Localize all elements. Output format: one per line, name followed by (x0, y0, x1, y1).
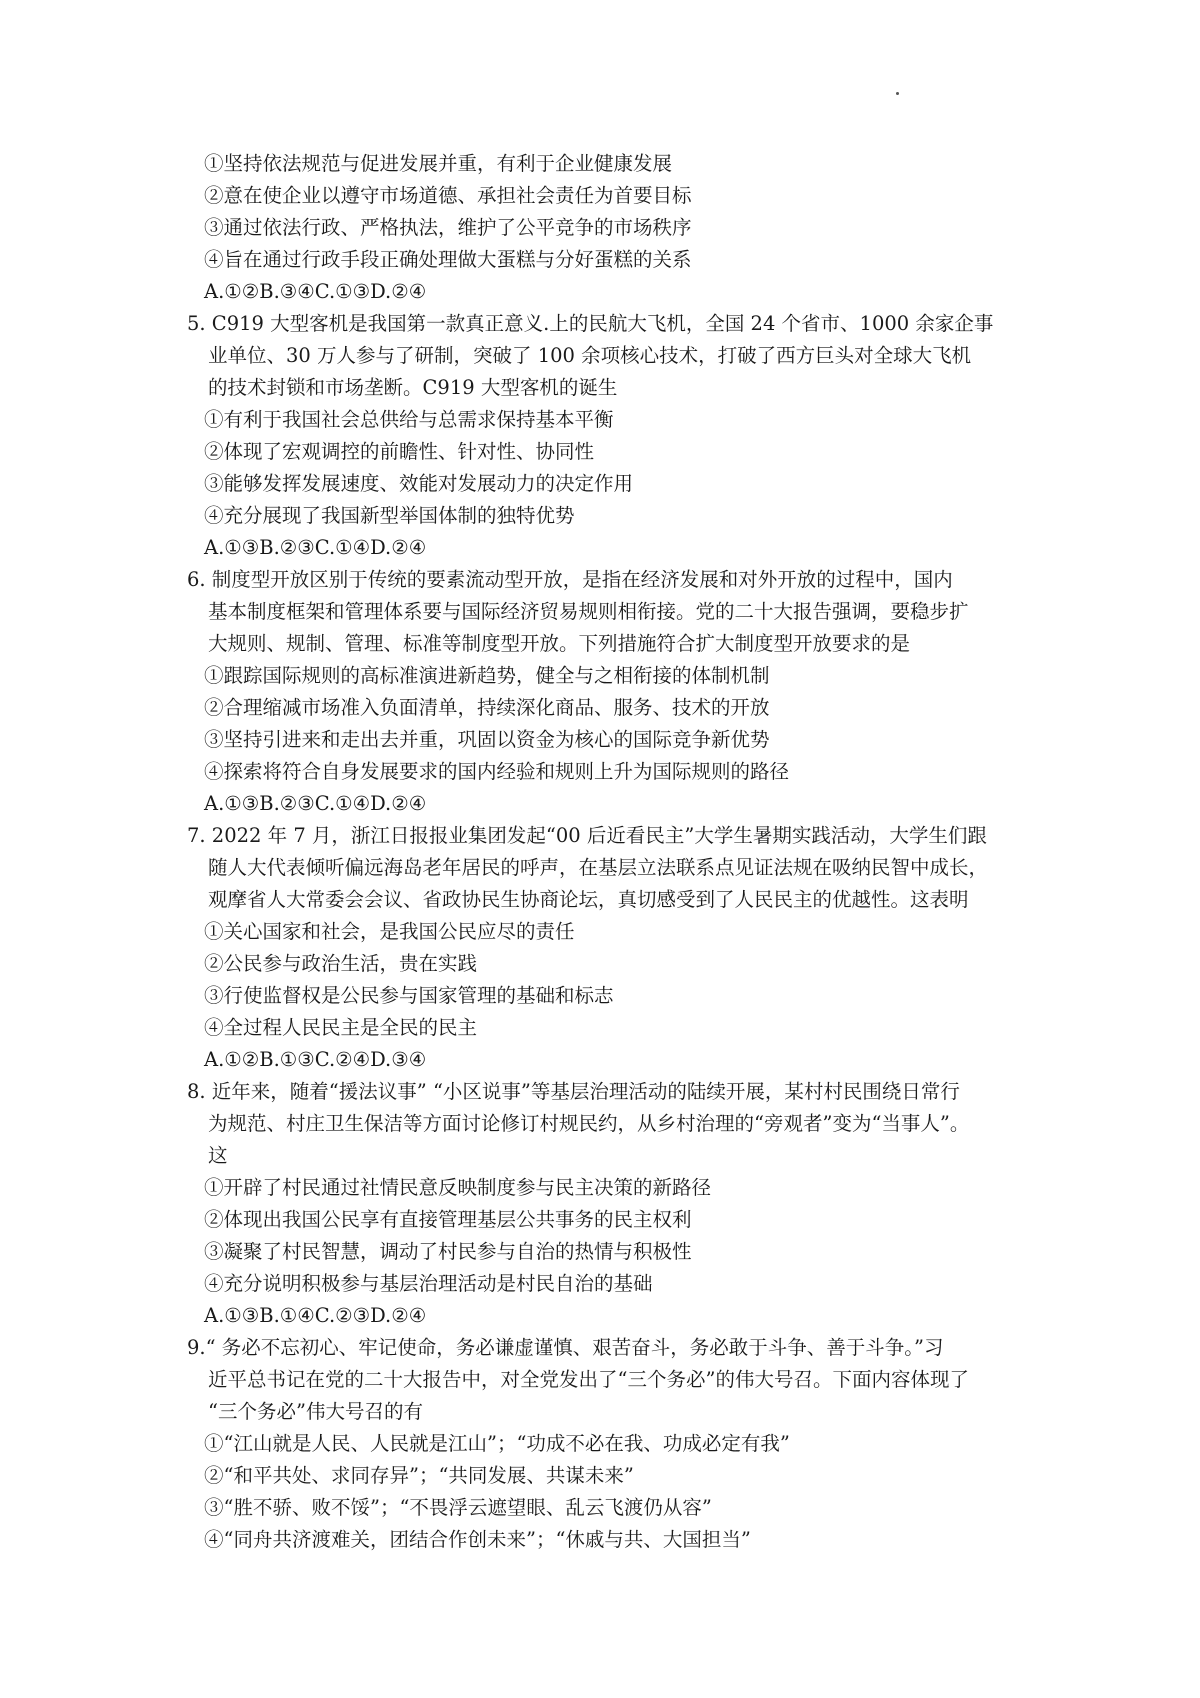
q6-option-2: ②合理缩减市场准入负面清单，持续深化商品、服务、技术的开放 (204, 696, 770, 719)
q5-option-1: ①有利于我国社会总供给与总需求保持基本平衡 (204, 408, 614, 431)
q8-option-1: ①开辟了村民通过社情民意反映制度参与民主决策的新路径 (204, 1176, 712, 1199)
question-6 (187, 564, 1047, 820)
q7-stem-line-3: 观摩省人大常委会会议、省政协民生协商论坛，真切感受到了人民民主的优越性。这表明 (208, 888, 969, 911)
q6-stem-line-3: 大规则、规制、管理、标准等制度型开放。下列措施符合扩大制度型开放要求的是 (208, 632, 911, 655)
q9-option-4: ④“同舟共济渡难关，团结合作创未来”；“休戚与共、大国担当” (204, 1528, 751, 1551)
q5-stem-line-2: 业单位、30 万人参与了研制，突破了 100 余项核心技术，打破了西方巨头对全球大飞机 (208, 344, 972, 367)
q8-option-2: ②体现出我国公民享有直接管理基层公共事务的民主权利 (204, 1208, 692, 1231)
question-4 (187, 148, 1047, 308)
q5-option-2: ②体现了宏观调控的前瞻性、针对性、协同性 (204, 440, 595, 463)
q5-stem-line-3: 的技术封锁和市场垄断。C919 大型客机的诞生 (208, 376, 618, 399)
q4-option-4: ④旨在通过行政手段正确处理做大蛋糕与分好蛋糕的关系 (204, 248, 692, 271)
q9-stem-line-3: “三个务必”伟大号召的有 (208, 1400, 423, 1423)
question-7 (187, 820, 1047, 1076)
q5-stem-line-1: 5. C919 大型客机是我国第一款真正意义.上的民航大飞机，全国 24 个省市、1000 余家企事 (187, 312, 994, 335)
q8-option-4: ④充分说明积极参与基层治理活动是村民自治的基础 (204, 1272, 653, 1295)
q9-option-3: ③“胜不骄、败不馁”；“不畏浮云遮望眼、乱云飞渡仍从容” (204, 1496, 712, 1519)
q6-stem-line-1: 6. 制度型开放区别于传统的要素流动型开放，是指在经济发展和对外开放的过程中，国内 (187, 568, 953, 591)
q4-option-1: ①坚持依法规范与促进发展并重，有利于企业健康发展 (204, 152, 673, 175)
q5-answer-choices: A.①③B.②③C.①④D.②④ (204, 536, 427, 559)
q7-answer-choices: A.①②B.①③C.②④D.③④ (204, 1048, 427, 1071)
q8-stem-line-1: 8. 近年来，随着“援法议事” “小区说事”等基层治理活动的陆续开展，某村村民围绕日常行 (187, 1080, 960, 1103)
q6-stem-line-2: 基本制度框架和管理体系要与国际经济贸易规则相衔接。党的二十大报告强调，要稳步扩 (208, 600, 969, 623)
q9-option-2: ②“和平共处、求同存异”；“共同发展、共谋未来” (204, 1464, 634, 1487)
q7-option-3: ③行使监督权是公民参与国家管理的基础和标志 (204, 984, 614, 1007)
question-8 (187, 1076, 1047, 1332)
q9-stem-line-2: 近平总书记在党的二十大报告中，对全党发出了“三个务必”的伟大号召。下面内容体现了 (208, 1368, 969, 1391)
q7-stem-line-2: 随人大代表倾听偏远海岛老年居民的呼声，在基层立法联系点见证法规在吸纳民智中成长， (208, 856, 989, 879)
q5-option-3: ③能够发挥发展速度、效能对发展动力的决定作用 (204, 472, 634, 495)
question-9 (187, 1332, 1047, 1556)
q8-stem-line-2: 为规范、村庄卫生保洁等方面讨论修订村规民约，从乡村治理的“旁观者”变为“当事人”。 (208, 1112, 970, 1135)
q6-option-3: ③坚持引进来和走出去并重，巩固以资金为核心的国际竞争新优势 (204, 728, 770, 751)
q7-option-4: ④全过程人民民主是全民的民主 (204, 1016, 478, 1039)
q7-option-1: ①关心国家和社会，是我国公民应尽的责任 (204, 920, 575, 943)
q6-answer-choices: A.①③B.②③C.①④D.②④ (204, 792, 427, 815)
q4-answer-choices: A.①②B.③④C.①③D.②④ (204, 280, 427, 303)
q4-option-3: ③通过依法行政、严格执法，维护了公平竞争的市场秩序 (204, 216, 692, 239)
question-list (187, 148, 1047, 1556)
q4-option-2: ②意在使企业以遵守市场道德、承担社会责任为首要目标 (204, 184, 692, 207)
q9-option-1: ①“江山就是人民、人民就是江山”；“功成不必在我、功成必定有我” (204, 1432, 790, 1455)
q6-option-4: ④探索将符合自身发展要求的国内经验和规则上升为国际规则的路径 (204, 760, 790, 783)
q7-option-2: ②公民参与政治生活，贵在实践 (204, 952, 478, 975)
q9-stem-line-1: 9.“ 务必不忘初心、牢记使命，务必谦虚谨慎、艰苦奋斗，务必敢于斗争、善于斗争。”习 (187, 1336, 944, 1359)
scan-dot (896, 92, 899, 95)
q5-option-4: ④充分展现了我国新型举国体制的独特优势 (204, 504, 575, 527)
question-5 (187, 308, 1047, 564)
q6-option-1: ①跟踪国际规则的高标准演进新趋势，健全与之相衔接的体制机制 (204, 664, 770, 687)
q8-stem-line-3: 这 (208, 1144, 228, 1167)
q8-option-3: ③凝聚了村民智慧，调动了村民参与自治的热情与积极性 (204, 1240, 692, 1263)
q7-stem-line-1: 7. 2022 年 7 月，浙江日报报业集团发起“00 后近看民主”大学生暑期实践活动，大学生们跟 (187, 824, 987, 847)
q8-answer-choices: A.①③B.①④C.②③D.②④ (204, 1304, 427, 1327)
